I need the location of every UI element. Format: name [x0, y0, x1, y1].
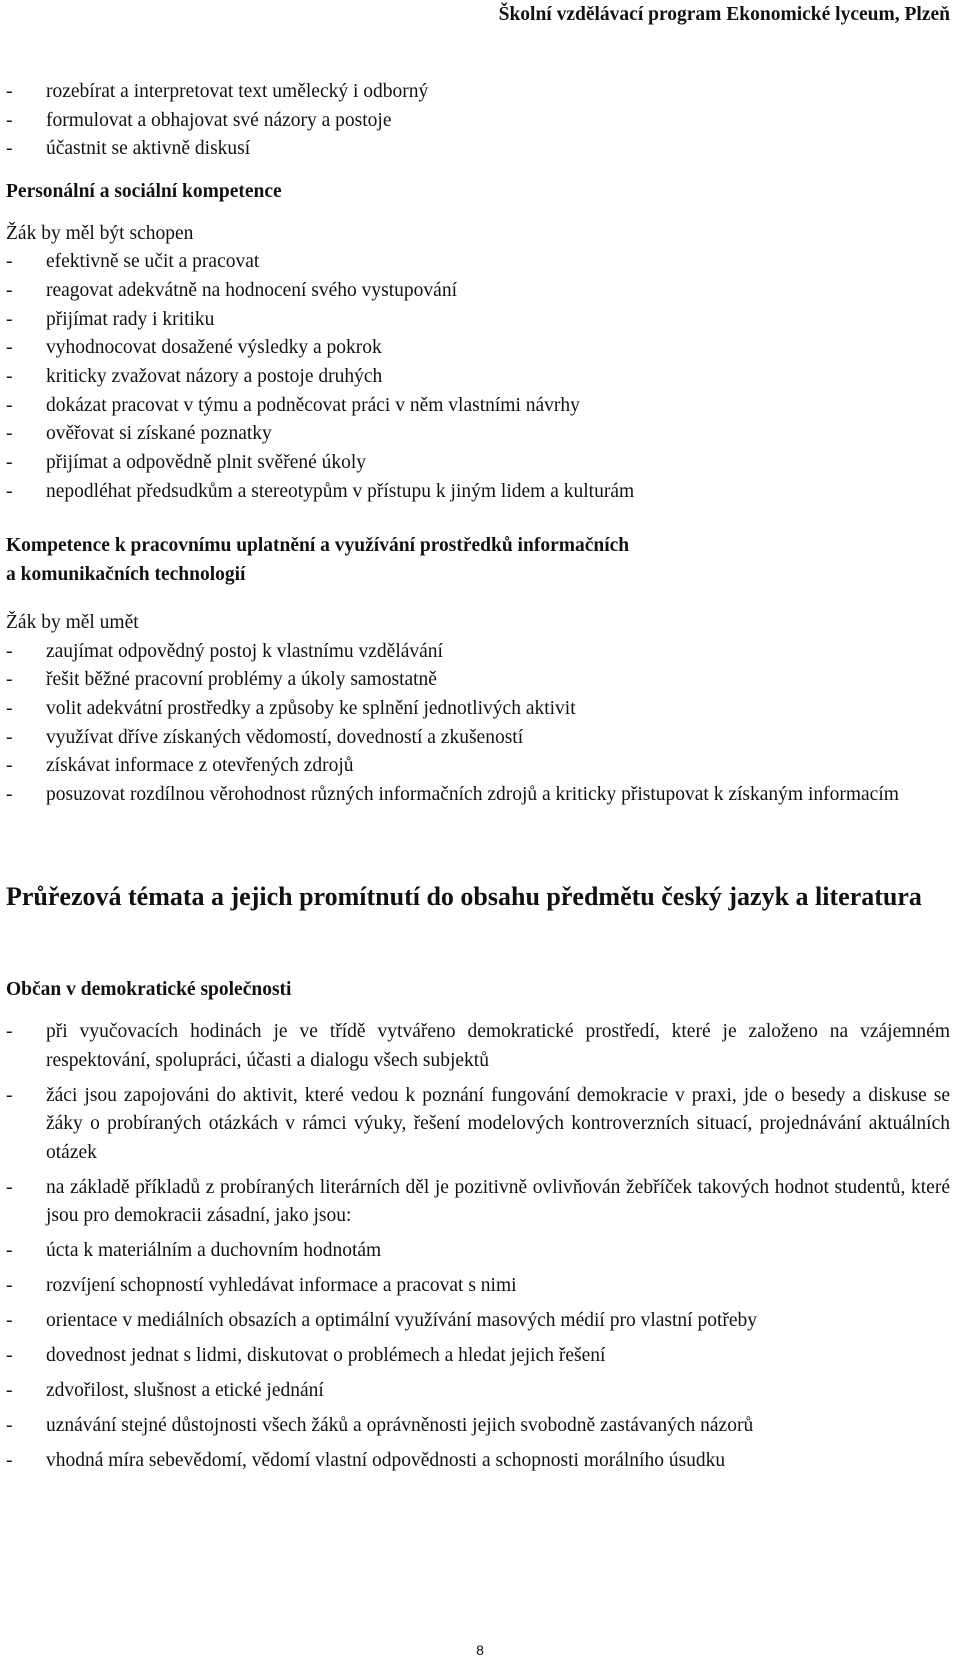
list-item: - žáci jsou zapojováni do aktivit, které vedou k poznání fungování demokracie v praxi, jde o besedy a diskuse se žáky o probíraných otázkách v rámci výuky, řešení modelových kontroverzních situací, projednávání aktuálních otázek: [6, 1082, 950, 1168]
list-item: - zaujímat odpovědný postoj k vlastnímu vzdělávání: [6, 638, 950, 667]
topics-heading: Průřezová témata a jejich promítnutí do obsahu předmětu český jazyk a literatura: [6, 882, 922, 911]
list-item: - řešit běžné pracovní problémy a úkoly samostatně: [6, 666, 950, 695]
top-list: [6, 78, 950, 164]
list-item: - na základě příkladů z probíraných literárních děl je pozitivně ovlivňován žebříček takových hodnot studentů, které jsou pro demokracii zásadní, jako jsou:: [6, 1174, 950, 1231]
list-item: - získávat informace z otevřených zdrojů: [6, 752, 950, 781]
list-item: - vhodná míra sebevědomí, vědomí vlastní odpovědnosti a schopnosti morálního úsudku: [6, 1447, 950, 1476]
page-header: Školní vzdělávací program Ekonomické lyceum, Plzeň: [498, 4, 950, 25]
section-heading-cont: a komunikačních technologií: [6, 563, 246, 585]
list-item: - rozvíjení schopností vyhledávat informace a pracovat s nimi: [6, 1272, 950, 1301]
section-heading: Kompetence k pracovnímu uplatnění a využívání prostředků informačních: [6, 535, 630, 556]
list-item: - formulovat a obhajovat své názory a postoje: [6, 107, 950, 136]
citizen-section: [6, 976, 950, 1482]
list-item: - zdvořilost, slušnost a etické jednání: [6, 1377, 950, 1406]
top-list-block: [6, 78, 950, 164]
list-item: - reagovat adekvátně na hodnocení svého vystupování: [6, 277, 950, 306]
list-item: - vyhodnocovat dosažené výsledky a pokrok: [6, 334, 950, 363]
section-heading: Občan v demokratické společnosti: [6, 979, 292, 1000]
page-number: 8: [476, 1642, 484, 1658]
list-item: - při vyučovacích hodinách je ve třídě vytvářeno demokratické prostředí, které je založeno na vzájemném respektování, spolupráci, účasti a dialogu všech subjektů: [6, 1018, 950, 1075]
list-item: - volit adekvátní prostředky a způsoby ke splnění jednotlivých aktivit: [6, 695, 950, 724]
list-item: - přijímat rady i kritiku: [6, 306, 950, 335]
personal-section: [6, 178, 950, 507]
list-item: - ověřovat si získané poznatky: [6, 420, 950, 449]
list-item: - přijímat a odpovědně plnit svěřené úkoly: [6, 449, 950, 478]
list-item: - dovednost jednat s lidmi, diskutovat o problémech a hledat jejich řešení: [6, 1342, 950, 1371]
list-item: - orientace v mediálních obsazích a optimální využívání masových médií pro vlastní potřeby: [6, 1307, 950, 1336]
list-item: - uznávání stejné důstojnosti všech žáků a oprávněnosti jejich svobodně zastávaných názorů: [6, 1412, 950, 1441]
list-item: - nepodléhat předsudkům a stereotypům v přístupu k jiným lidem a kulturám: [6, 478, 950, 507]
list-item: - kriticky zvažovat názory a postoje druhých: [6, 363, 950, 392]
list-item: - rozebírat a interpretovat text umělecký i odborný: [6, 78, 950, 107]
list-item: - dokázat pracovat v týmu a podněcovat práci v něm vlastními návrhy: [6, 392, 950, 421]
work-list: [6, 638, 950, 810]
personal-list: [6, 248, 950, 506]
list-item: - posuzovat rozdílnou věrohodnost různých informačních zdrojů a kriticky přistupovat k získaným informacím: [6, 781, 950, 810]
section-intro: Žák by měl být schopen: [6, 222, 194, 244]
list-item: - účastnit se aktivně diskusí: [6, 135, 950, 164]
list-item: - efektivně se učit a pracovat: [6, 248, 950, 277]
section-heading: Personální a sociální kompetence: [6, 181, 282, 202]
work-section: [6, 532, 950, 809]
citizen-list: [6, 1018, 950, 1476]
section-intro: Žák by měl umět: [6, 612, 139, 634]
list-item: - využívat dříve získaných vědomostí, dovedností a zkušeností: [6, 724, 950, 753]
list-item: - úcta k materiálním a duchovním hodnotám: [6, 1237, 950, 1266]
